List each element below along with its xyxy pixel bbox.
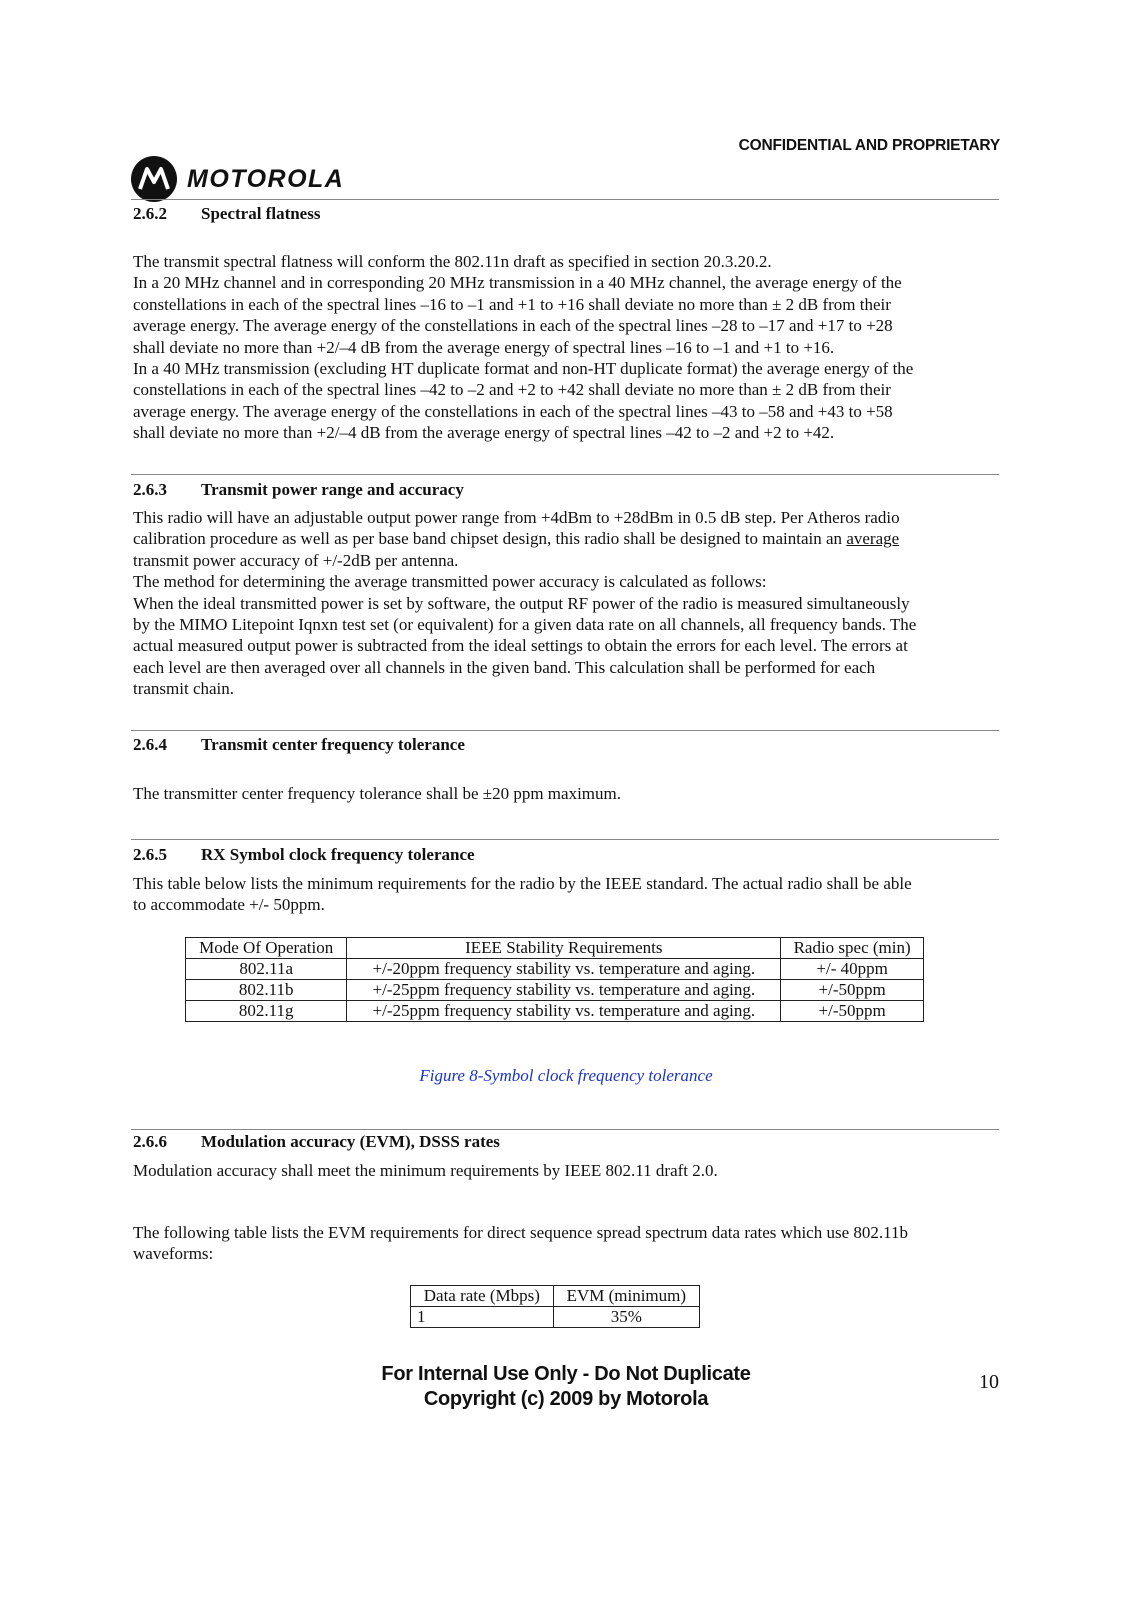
text-span: calibration procedure as well as per base band chipset design, this radio shall be designed to maintain an (133, 529, 847, 549)
text-line: When the ideal transmitted power is set by software, the output RF power of the radio is measured simultaneously (133, 593, 910, 613)
table-header-cell: EVM (minimum) (553, 1286, 699, 1307)
text-line: This table below lists the minimum requirements for the radio by the IEEE standard. The actual radio shall be able (133, 874, 912, 893)
section-number: 2.6.3 (133, 480, 167, 499)
text-line: The following table lists the EVM requirements for direct sequence spread spectrum data rates which use 802.11b (133, 1223, 908, 1242)
text-line: The method for determining the average transmitted power accuracy is calculated as follows: (133, 572, 767, 592)
table-header-row (186, 938, 924, 959)
section-divider (131, 199, 999, 200)
table-header-cell: IEEE Stability Requirements (347, 938, 781, 959)
table-cell: +/-50ppm (781, 1001, 924, 1022)
text-line: actual measured output power is subtracted from the ideal settings to obtain the errors for each level. The errors at (133, 636, 908, 656)
text-line: transmit chain. (133, 679, 235, 699)
table-cell: +/-25ppm frequency stability vs. temperature and aging. (347, 1001, 781, 1022)
section-heading-2-6-3 (133, 480, 464, 500)
section-title: Spectral flatness (201, 204, 321, 223)
footer-line-1: For Internal Use Only - Do Not Duplicate (381, 1363, 751, 1385)
section-heading-2-6-4 (133, 735, 465, 755)
table-row (186, 980, 924, 1001)
clock-tolerance-table (185, 937, 924, 1022)
section-heading-2-6-6 (133, 1132, 500, 1152)
table-header-cell: Data rate (Mbps) (411, 1286, 554, 1307)
text-line: each level are then averaged over all channels in the given band. This calculation shall be performed for each (133, 657, 876, 677)
section-heading-2-6-2 (133, 204, 320, 224)
table-header-cell: Mode Of Operation (186, 938, 347, 959)
text-line: waveforms: (133, 1244, 214, 1264)
table-header-row (411, 1286, 700, 1307)
section-title: RX Symbol clock frequency tolerance (201, 845, 475, 864)
section-number: 2.6.4 (133, 735, 167, 754)
section-title: Modulation accuracy (EVM), DSSS rates (201, 1132, 500, 1151)
text-line (133, 528, 999, 549)
table-cell: +/- 40ppm (781, 959, 924, 980)
text-line: The transmitter center frequency tolerance shall be ±20 ppm maximum. (133, 784, 621, 803)
text-line: to accommodate +/- 50ppm. (133, 895, 325, 915)
table-cell: +/-20ppm frequency stability vs. temperature and aging. (347, 959, 781, 980)
section-heading-2-6-5 (133, 845, 475, 865)
table-cell: +/-25ppm frequency stability vs. temperature and aging. (347, 980, 781, 1001)
text-line: transmit power accuracy of +/-2dB per antenna. (133, 550, 459, 570)
text-line: This radio will have an adjustable output power range from +4dBm to +28dBm in 0.5 dB step. Per Atheros radio (133, 508, 900, 527)
text-line: In a 20 MHz channel and in corresponding 20 MHz transmission in a 40 MHz channel, the average energy of the (133, 273, 902, 293)
table-row (186, 959, 924, 980)
text-line: shall deviate no more than +2/–4 dB from the average energy of spectral lines –16 to –1 and +1 to +16. (133, 337, 835, 357)
section-body-2-6-3 (133, 507, 999, 700)
section-body-2-6-2 (133, 251, 999, 444)
text-line: In a 40 MHz transmission (excluding HT duplicate format and non-HT duplicate format) the average energy of the (133, 359, 914, 379)
motorola-batwing-icon (131, 156, 177, 202)
motorola-logo (131, 156, 344, 202)
evm-table (410, 1285, 700, 1328)
page-number: 10 (979, 1371, 999, 1393)
table-row (411, 1307, 700, 1328)
text-line: by the MIMO Litepoint Iqnxn test set (or equivalent) for a given data rate on all channels, all frequency bands. The (133, 615, 917, 635)
confidential-label: CONFIDENTIAL AND PROPRIETARY (738, 137, 1000, 154)
logo-text: MOTOROLA (187, 164, 345, 193)
text-line: shall deviate no more than +2/–4 dB from the average energy of spectral lines –42 to –2 and +2 to +42. (133, 423, 835, 443)
text-line: constellations in each of the spectral lines –16 to –1 and +1 to +16 shall deviate no more than ± 2 dB from their (133, 294, 891, 314)
section-number: 2.6.2 (133, 204, 167, 223)
section-body-2-6-6 (133, 1160, 999, 1181)
section-body-2-6-6-evm-intro (133, 1222, 999, 1265)
footer-line-2: Copyright (c) 2009 by Motorola (423, 1388, 709, 1410)
table-header-cell: Radio spec (min) (781, 938, 924, 959)
section-body-2-6-4 (133, 783, 999, 804)
section-number: 2.6.5 (133, 845, 167, 864)
section-body-2-6-5 (133, 873, 999, 916)
section-divider (131, 730, 999, 731)
table-cell: 802.11g (186, 1001, 347, 1022)
table-cell: 1 (411, 1307, 554, 1328)
section-divider (131, 1129, 999, 1130)
section-number: 2.6.6 (133, 1132, 167, 1151)
section-divider (131, 839, 999, 840)
section-divider (131, 474, 999, 475)
text-line: average energy. The average energy of the constellations in each of the spectral lines –43 to –58 and +43 to +58 (133, 401, 893, 421)
section-title: Transmit power range and accuracy (201, 480, 464, 499)
text-line: Modulation accuracy shall meet the minimum requirements by IEEE 802.11 draft 2.0. (133, 1161, 718, 1180)
figure-caption: Figure 8-Symbol clock frequency tolerance (419, 1066, 713, 1085)
table-cell: 802.11a (186, 959, 347, 980)
text-line: average energy. The average energy of the constellations in each of the spectral lines –28 to –17 and +17 to +28 (133, 316, 893, 336)
table-cell: +/-50ppm (781, 980, 924, 1001)
table-cell: 35% (553, 1307, 699, 1328)
section-title: Transmit center frequency tolerance (201, 735, 465, 754)
text-line: The transmit spectral flatness will conform the 802.11n draft as specified in section 20.3.20.2. (133, 252, 772, 271)
table-row (186, 1001, 924, 1022)
underlined-word: average (846, 529, 900, 549)
text-line: constellations in each of the spectral lines –42 to –2 and +2 to +42 shall deviate no more than ± 2 dB from their (133, 380, 891, 400)
table-cell: 802.11b (186, 980, 347, 1001)
